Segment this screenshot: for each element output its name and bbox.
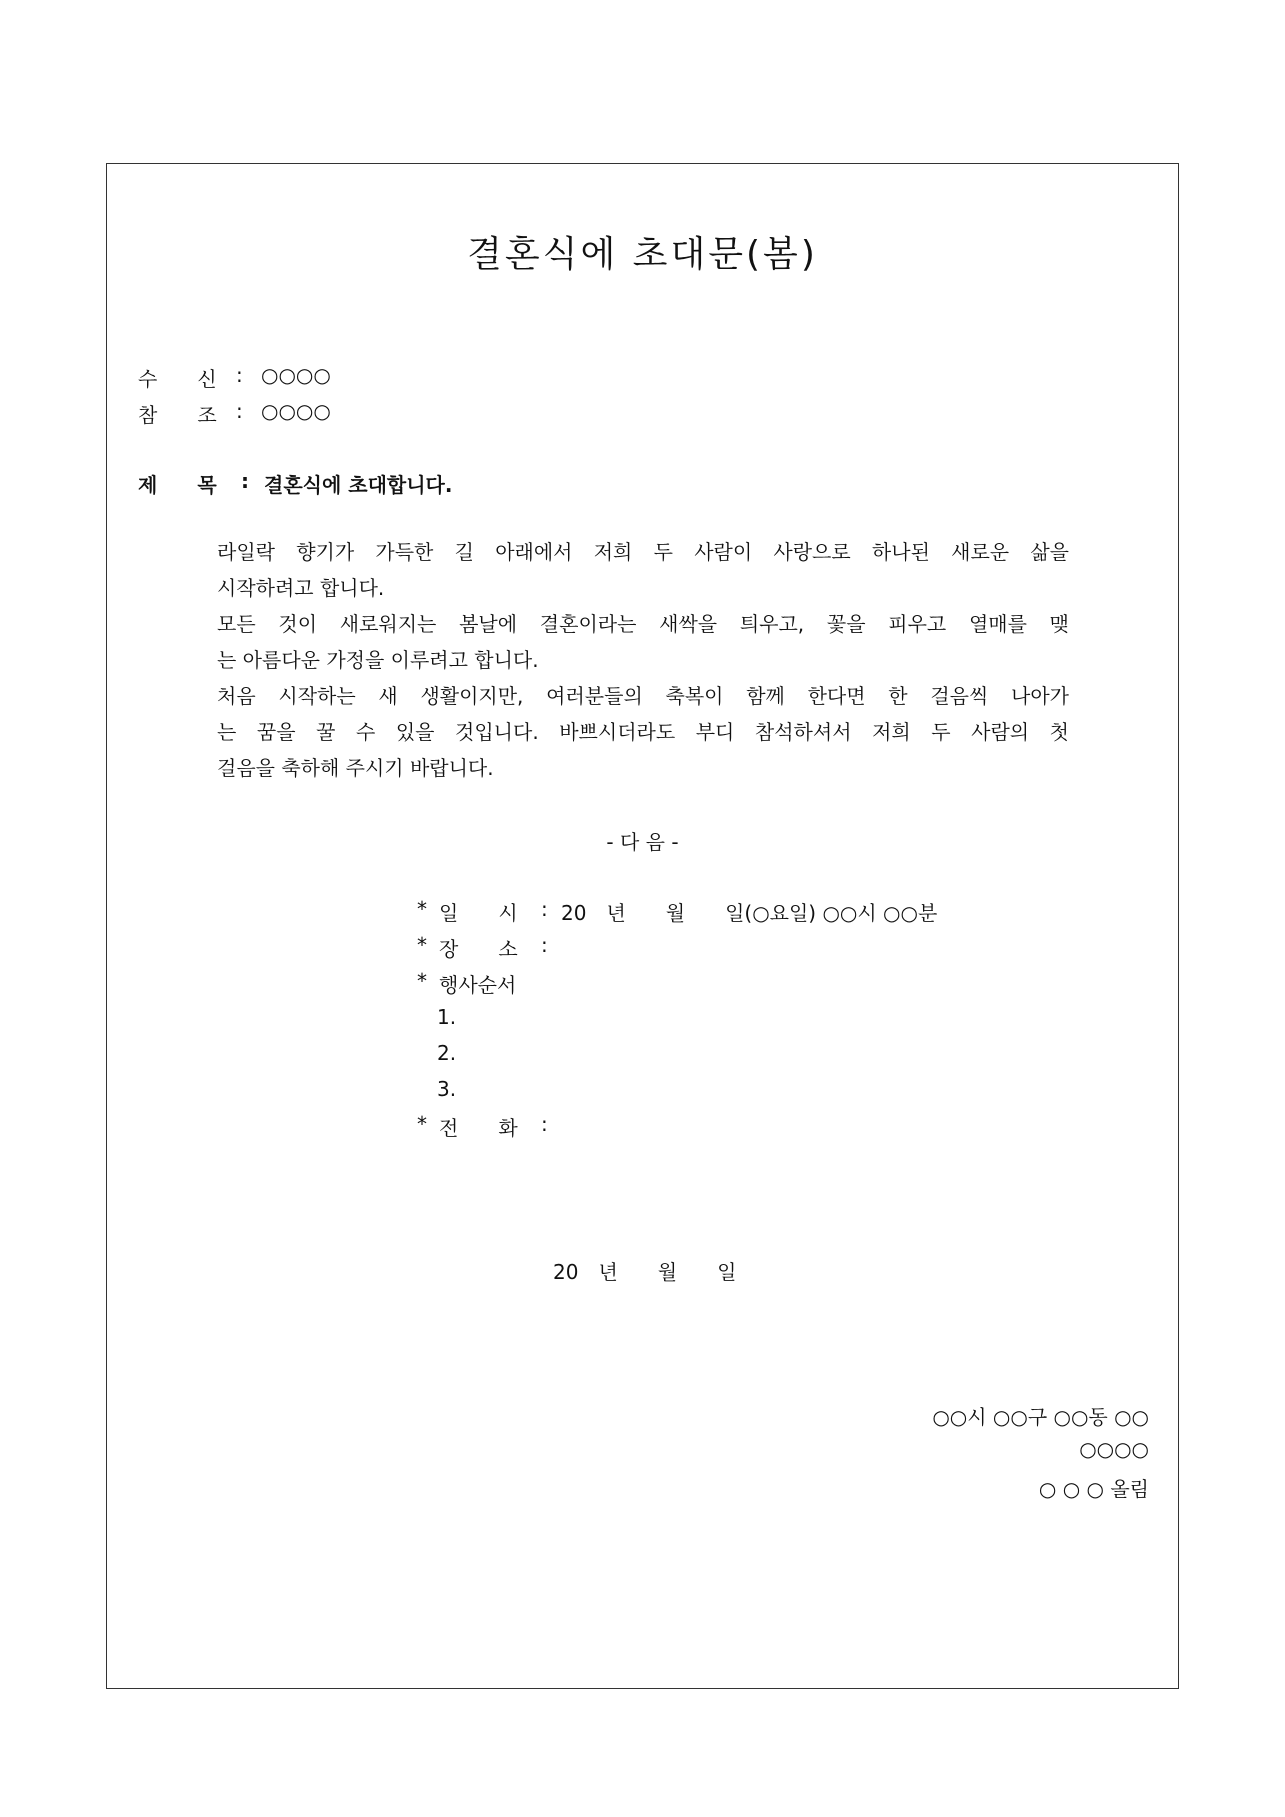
reference-colon: : bbox=[236, 399, 243, 423]
sender-org: ○○○○ bbox=[1079, 1437, 1149, 1461]
body-line: 걸음을 축하해 주시기 바랍니다. bbox=[217, 756, 494, 780]
sender-name: ○ ○ ○ 올림 bbox=[1038, 1477, 1149, 1501]
recipient-value: ○○○○ bbox=[261, 363, 331, 387]
phone-label: 전 화 bbox=[439, 1116, 518, 1140]
date-bullet: * bbox=[417, 897, 427, 921]
program-bullet: * bbox=[417, 969, 427, 993]
program-item: 1. bbox=[437, 1005, 457, 1029]
reference-value: ○○○○ bbox=[261, 399, 331, 423]
body-text bbox=[217, 534, 1069, 786]
body-line: 처음 시작하는 새 생활이지만, 여러분들의 축복이 함께 한다면 한 걸음씩 나아가 bbox=[217, 684, 1069, 708]
place-label: 장 소 bbox=[439, 937, 518, 961]
document-border bbox=[106, 163, 1179, 1689]
body-line: 는 꿈을 꿀 수 있을 것입니다. 바쁘시더라도 부디 참석하셔서 저희 두 사람의 첫 bbox=[217, 720, 1069, 744]
date-colon: : bbox=[541, 897, 548, 921]
phone-colon: : bbox=[541, 1112, 548, 1136]
body-line: 는 아름다운 가정을 이루려고 합니다. bbox=[217, 648, 539, 672]
program-item: 3. bbox=[437, 1077, 457, 1101]
recipient-colon: : bbox=[236, 363, 243, 387]
date-value: 20 년 월 일(○요일) ○○시 ○○분 bbox=[561, 901, 938, 925]
body-line: 모든 것이 새로워지는 봄날에 결혼이라는 새싹을 틔우고, 꽃을 피우고 열매를 맺 bbox=[217, 612, 1069, 636]
program-label: 행사순서 bbox=[439, 973, 517, 997]
sender-address: ○○시 ○○구 ○○동 ○○ bbox=[932, 1405, 1149, 1429]
document-title: 결혼식에 초대문(봄) bbox=[467, 234, 818, 275]
issue-date: 20 년 월 일 bbox=[553, 1260, 737, 1284]
program-item: 2. bbox=[437, 1041, 457, 1065]
place-colon: : bbox=[541, 933, 548, 957]
subject-label: 제 목 bbox=[138, 473, 217, 497]
subject-colon: : bbox=[241, 469, 249, 493]
next-heading: - 다 음 - bbox=[606, 830, 679, 854]
body-line: 라일락 향기가 가득한 길 아래에서 저희 두 사람이 사랑으로 하나된 새로운 삶을 bbox=[217, 540, 1069, 564]
recipient-label: 수 신 bbox=[138, 367, 217, 391]
subject-value: 결혼식에 초대합니다. bbox=[264, 473, 453, 497]
date-label: 일 시 bbox=[439, 901, 518, 925]
place-bullet: * bbox=[417, 933, 427, 957]
body-line: 시작하려고 합니다. bbox=[217, 576, 385, 600]
phone-bullet: * bbox=[417, 1112, 427, 1136]
reference-label: 참 조 bbox=[138, 403, 217, 427]
